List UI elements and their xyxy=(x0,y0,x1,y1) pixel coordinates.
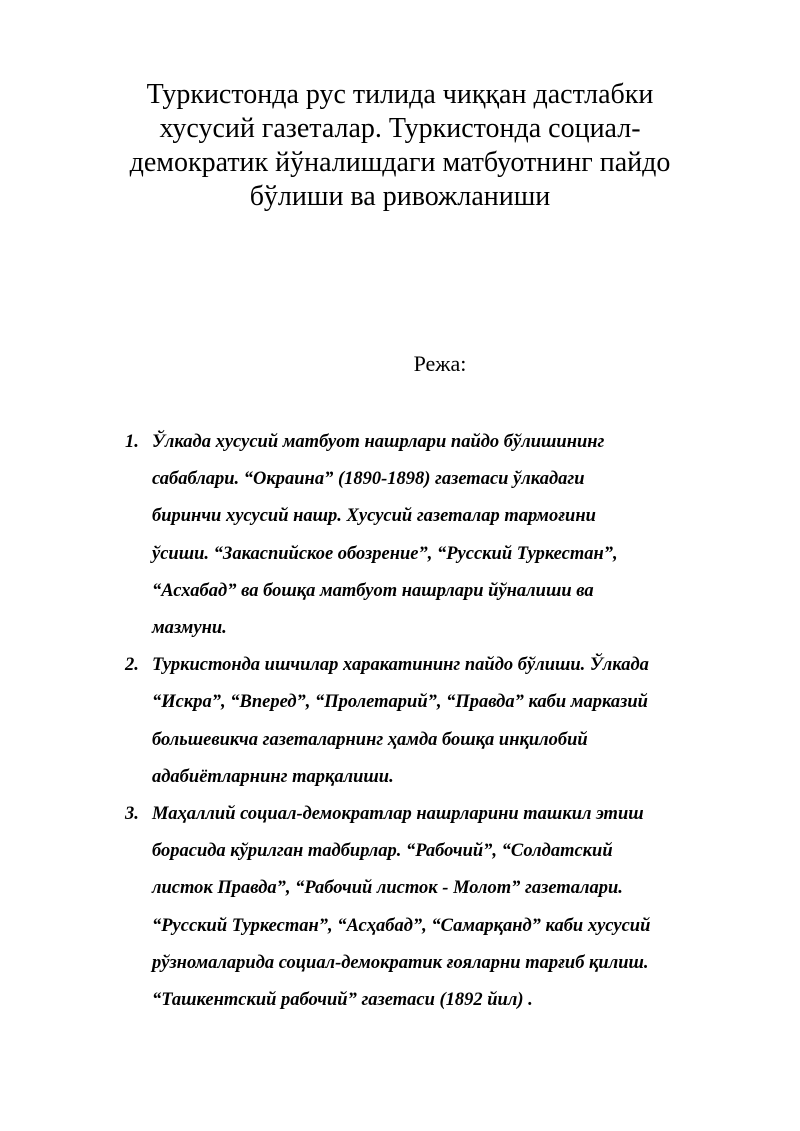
plan-item-line: рўзномаларида социал-демократик ғояларни тарғиб қилиш. xyxy=(152,952,649,973)
title-line: Туркистонда рус тилида чиққан дастлабки xyxy=(146,79,654,110)
plan-item-1 xyxy=(118,424,758,647)
document-title xyxy=(100,78,700,214)
plan-item-line: мазмуни. xyxy=(152,618,227,639)
plan-item-line: “Искра”, “Вперед”, “Пролетарий”, “Правда” каби марказий xyxy=(152,692,648,713)
plan-item-line: ўсиши. “Закаспийское обозрение”, “Русский Туркестан”, xyxy=(152,543,618,564)
plan-item-number: 2. xyxy=(125,655,139,676)
plan-item-line: “Асхабад” ва бошқа матбуот нашрлари йўналиши ва xyxy=(152,580,594,601)
title-line: хусусий газеталар. Туркистонда социал- xyxy=(159,113,641,144)
plan-item-2 xyxy=(118,647,758,796)
plan-item-number: 3. xyxy=(125,804,139,825)
title-line: бўлиши ва ривожланиши xyxy=(249,181,551,212)
plan-item-line: биринчи хусусий нашр. Хусусий газеталар тармоғини xyxy=(152,506,596,527)
plan-item-3 xyxy=(118,796,758,1019)
plan-item-line: “Русский Туркестан”, “Асҳабад”, “Самарқанд” каби хусусий xyxy=(152,915,651,936)
plan-item-line: Ўлкада хусусий матбуот нашрлари пайдо бўлишининг xyxy=(152,432,605,452)
plan-item-line: адабиётларнинг тарқалиши. xyxy=(152,766,394,787)
plan-item-line: Маҳаллий социал-демократлар нашрларини ташкил этиш xyxy=(152,804,644,825)
plan-item-line: листок Правда”, “Рабочий листок - Молот” газеталари. xyxy=(152,878,623,899)
plan-item-line: большевикча газеталарнинг ҳамда бошқа инқилобий xyxy=(152,729,588,750)
title-line: демократик йўналишдаги матбуотнинг пайдо xyxy=(129,147,671,178)
plan-item-line: Туркистонда ишчилар харакатининг пайдо бўлиши. Ўлкада xyxy=(152,655,649,676)
plan-item-line: “Ташкентский рабочий” газетаси (1892 йил) . xyxy=(152,990,533,1011)
plan-heading: Режа: xyxy=(413,351,467,376)
plan-item-number: 1. xyxy=(125,432,139,452)
plan-item-line: борасида кўрилган тадбирлар. “Рабочий”, “Солдатский xyxy=(152,841,613,862)
plan-item-line: сабаблари. “Окраина” (1890-1898) газетаси ўлкадаги xyxy=(152,469,585,490)
plan-list xyxy=(118,424,758,1019)
